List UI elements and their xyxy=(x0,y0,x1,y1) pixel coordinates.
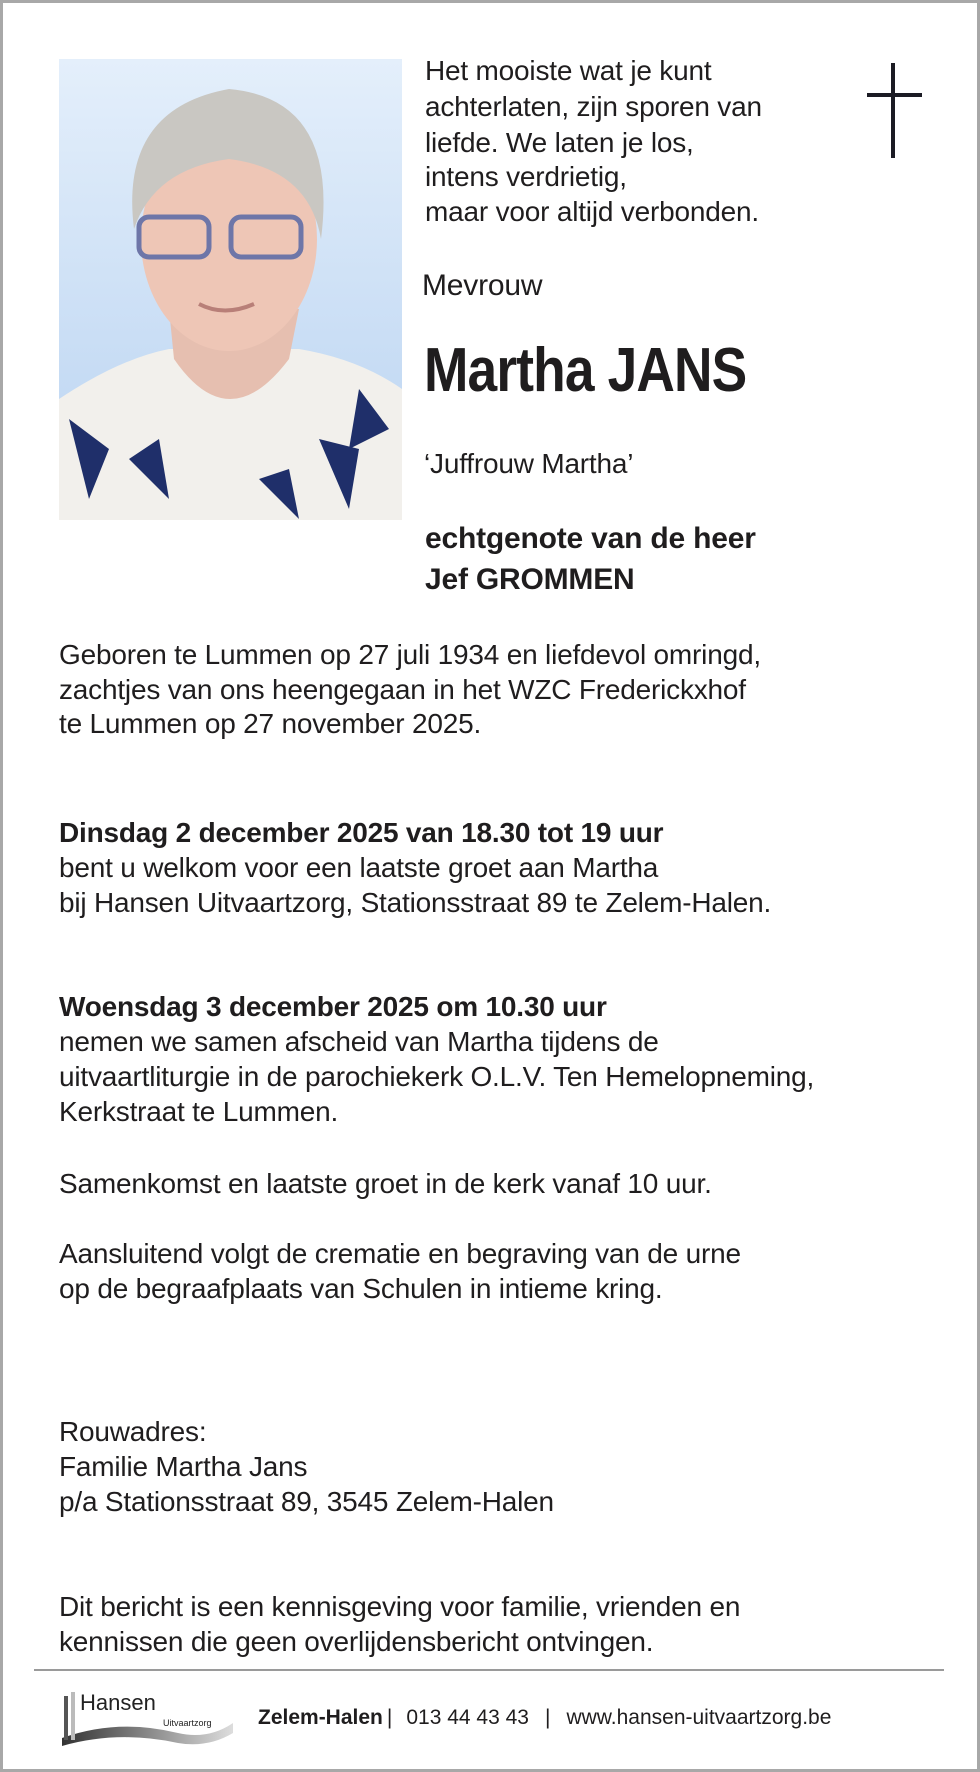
birth-line: te Lummen op 27 november 2025. xyxy=(59,708,482,739)
cremation-line: op de begraafplaats van Schulen in intieme kring. xyxy=(59,1273,663,1304)
cremation-line: Aansluitend volgt de crematie en begraving van de urne xyxy=(59,1238,741,1269)
funeral-line: uitvaartliturgie in de parochiekerk O.L.V. Ten Hemelopneming, xyxy=(59,1061,815,1092)
logo-name: Hansen xyxy=(80,1690,156,1715)
footer-phone[interactable]: 013 44 43 43 xyxy=(406,1706,529,1729)
visitation-line: bent u welkom voor een laatste groet aan Martha xyxy=(59,852,659,883)
poem-line: maar voor altijd verbonden. xyxy=(425,196,759,227)
notice-line: kennissen die geen overlijdensbericht ontvingen. xyxy=(59,1626,654,1657)
footer-website-link[interactable]: www.hansen-uitvaartzorg.be xyxy=(566,1706,832,1729)
nickname: ‘Juffrouw Martha’ xyxy=(424,448,634,479)
honorific: Mevrouw xyxy=(422,269,543,302)
gathering-text: Samenkomst en laatste groet in de kerk vanaf 10 uur. xyxy=(59,1168,712,1199)
funeral-line: Kerkstraat te Lummen. xyxy=(59,1096,339,1127)
address-line: Familie Martha Jans xyxy=(59,1451,308,1482)
funeral-heading: Woensdag 3 december 2025 om 10.30 uur xyxy=(59,991,607,1022)
funeral-line: nemen we samen afscheid van Martha tijdens de xyxy=(59,1026,659,1057)
poem-line: achterlaten, zijn sporen van xyxy=(425,91,762,122)
footer-separator: | xyxy=(386,1706,393,1729)
visitation-heading: Dinsdag 2 december 2025 van 18.30 tot 19 uur xyxy=(59,817,664,848)
spouse-line: echtgenote van de heer xyxy=(425,522,756,555)
portrait-photo xyxy=(59,59,402,520)
address-line: p/a Stationsstraat 89, 3545 Zelem-Halen xyxy=(59,1486,554,1517)
footer xyxy=(58,1688,831,1748)
deceased-name: Martha JANS xyxy=(424,336,747,405)
spouse-name: Jef GROMMEN xyxy=(425,563,635,596)
logo-sub: Uitvaartzorg xyxy=(163,1718,212,1728)
footer-separator: | xyxy=(544,1706,551,1729)
poem-line: intens verdrietig, xyxy=(425,161,627,192)
notice-line: Dit bericht is een kennisgeving voor familie, vrienden en xyxy=(59,1591,741,1622)
poem-line: Het mooiste wat je kunt xyxy=(425,55,712,86)
birth-line: zachtjes van ons heengegaan in het WZC Frederickxhof xyxy=(59,674,746,705)
poem-line: liefde. We laten je los, xyxy=(425,127,694,158)
hansen-logo xyxy=(58,1688,238,1748)
birth-line: Geboren te Lummen op 27 juli 1934 en liefdevol omringd, xyxy=(59,639,761,670)
footer-city: Zelem-Halen xyxy=(258,1706,383,1729)
address-label: Rouwadres: xyxy=(59,1416,207,1447)
visitation-line: bij Hansen Uitvaartzorg, Stationsstraat 89 te Zelem-Halen. xyxy=(59,887,772,918)
divider xyxy=(34,1669,944,1671)
